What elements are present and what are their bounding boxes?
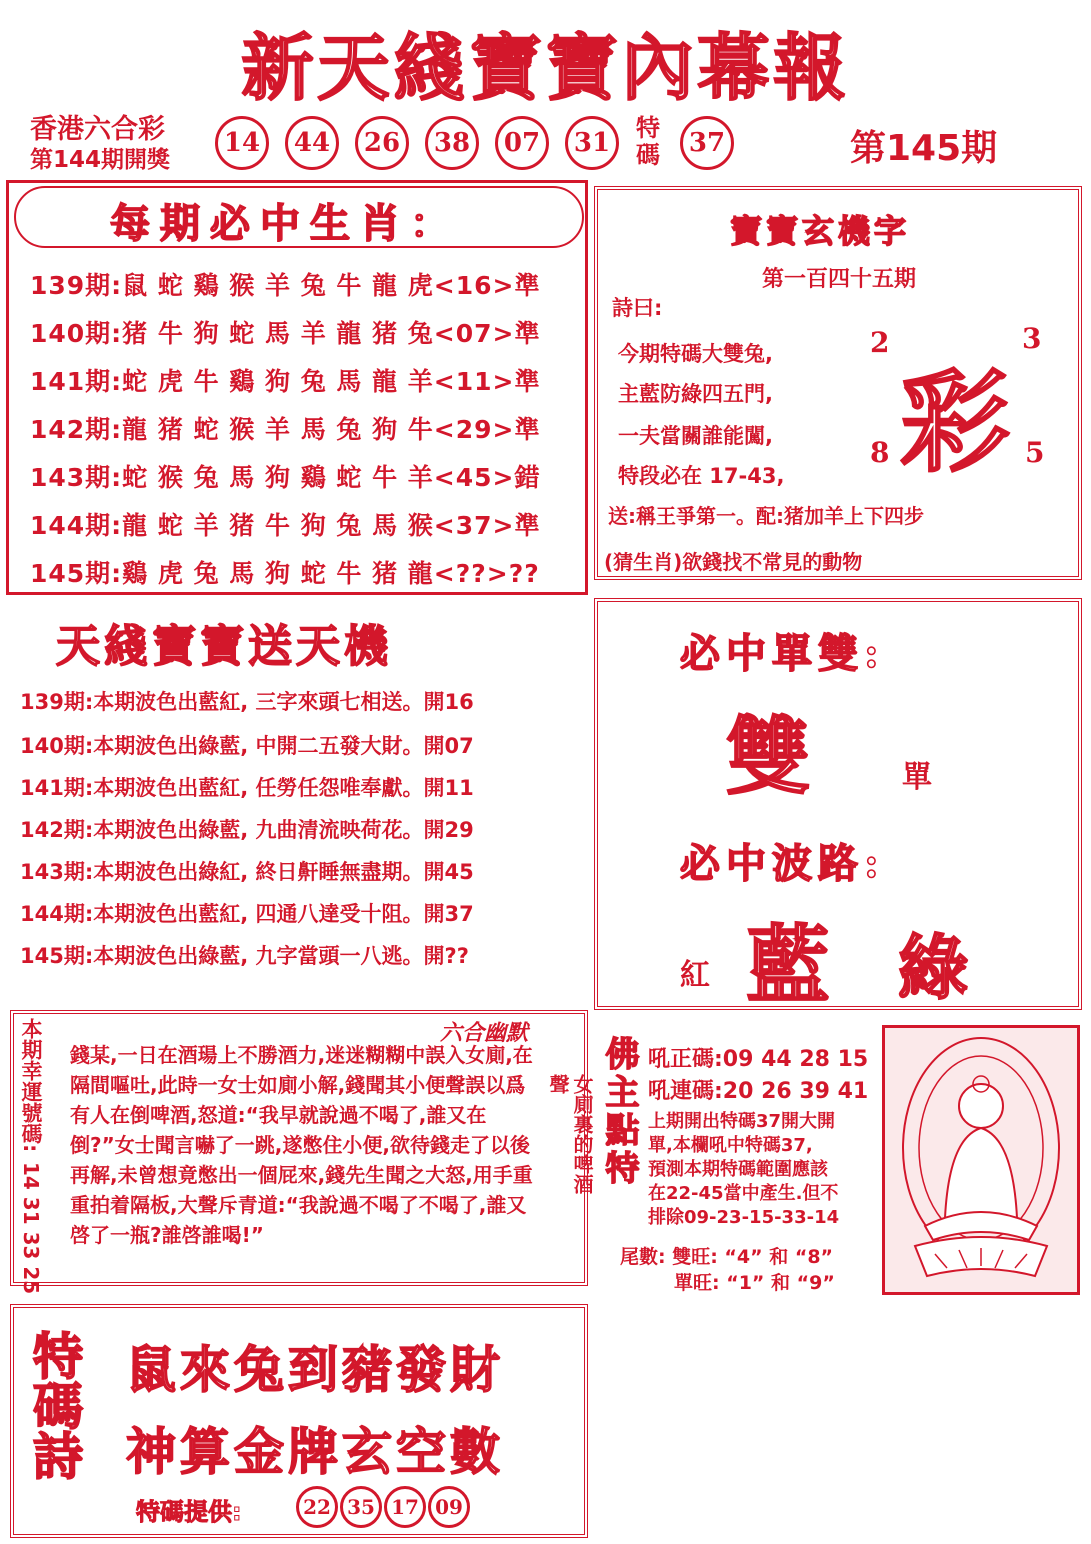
poem-line: 今期特碼大雙兔,: [618, 342, 773, 366]
special-line: 鼠來兔到豬發財: [126, 1340, 504, 1399]
combo-nums: 吼連碼:20 26 39 41: [648, 1079, 869, 1104]
poem-line: 主藍防綠四五門,: [618, 382, 773, 406]
riddle-num: 8: [870, 436, 890, 469]
result-ball: 14: [215, 116, 269, 170]
riddle-big-char: 彩: [900, 358, 1010, 487]
story-side-label: 女廁裏的啤酒聲: [546, 1074, 594, 1194]
tail-odd: 單旺: “1” 和 “9”: [674, 1272, 835, 1294]
result-ball: 44: [285, 116, 339, 170]
provide-label: 特碼提供:: [136, 1498, 242, 1526]
result-ball: 07: [495, 116, 549, 170]
oddeven-heading: 必中單雙:: [680, 630, 885, 677]
zodiac-row: 143期:蛇 猴 兔 馬 狗 鷄 蛇 牛 羊<45>錯: [30, 463, 541, 492]
tip-row: 139期:本期波色出藍紅, 三字來頭七相送。開16: [20, 690, 474, 714]
special-ball: 22: [296, 1486, 338, 1528]
zodiac-row: 144期:龍 蛇 羊 猪 牛 狗 兔 馬 猴<37>準: [30, 511, 541, 540]
buddha-para-line: 預測本期特碼範圍應該: [648, 1159, 828, 1180]
special-ball: 09: [428, 1486, 470, 1528]
draw-info: [30, 115, 170, 175]
buddha-icon: [885, 1028, 1077, 1292]
result-ball: 31: [565, 116, 619, 170]
special-ball: 17: [384, 1486, 426, 1528]
tip-row: 142期:本期波色出綠藍, 九曲清流映荷花。開29: [20, 818, 474, 842]
buddha-para-line: 上期開出特碼37開大開: [648, 1111, 836, 1132]
special-line: 神算金牌玄空數: [126, 1422, 504, 1481]
zodiac-row: 139期:鼠 蛇 鷄 猴 羊 兔 牛 龍 虎<16>準: [30, 271, 541, 300]
zodiac-row: 141期:蛇 虎 牛 鷄 狗 兔 馬 龍 羊<11>準: [30, 367, 541, 396]
special-label: 特碼: [636, 114, 660, 169]
tips-heading: 天綫寶寶送天機: [56, 621, 392, 672]
poem-line: 特段必在 17-43,: [618, 464, 785, 488]
wave-heading: 必中波路:: [680, 840, 885, 887]
special-ball: 37: [680, 116, 734, 170]
main-nums: 吼正碼:09 44 28 15: [648, 1047, 869, 1072]
wave-small: 紅: [680, 958, 710, 993]
zodiac-row: 145期:鷄 虎 兔 馬 狗 蛇 牛 猪 龍<??>??: [30, 559, 540, 588]
zodiac-row: 142期:龍 猪 蛇 猴 羊 馬 兔 狗 牛<29>準: [30, 415, 541, 444]
tip-row: 141期:本期波色出藍紅, 任勞任怨唯奉獻。開11: [20, 776, 474, 800]
tip-row: 143期:本期波色出綠紅, 終日鼾睡無盡期。開45: [20, 860, 474, 884]
riddle-num: 5: [1025, 436, 1045, 469]
riddle-heading: 寶寶玄機字: [730, 212, 911, 250]
special-label: 特碼詩: [25, 1330, 83, 1480]
wave-big: 藍: [746, 915, 831, 1014]
draw-label: 第144期開獎: [30, 147, 171, 173]
tip-row: 145期:本期波色出綠藍, 九字當頭一八逃。開??: [20, 944, 469, 968]
buddha-para-line: 單,本欄吼中特碼37,: [648, 1135, 813, 1156]
poem-label: 詩曰:: [612, 296, 663, 320]
page-title: 新天綫寶寶內幕報: [241, 25, 850, 110]
riddle-num: 2: [870, 326, 890, 359]
riddle-num: 3: [1022, 322, 1042, 355]
wave-big: 綠: [898, 926, 968, 1009]
zodiac-row: 140期:猪 牛 狗 蛇 馬 羊 龍 猪 兔<07>準: [30, 319, 541, 348]
story-text: 錢某,一日在酒瑒上不勝酒力,迷迷糊糊中誤入女廁,在隔間嘔吐,此時一女士如廁小解,錢聞其小便聲誤以爲有人在倒啤酒,怒道:“我早就說過不喝了,誰又在倒?”女士聞言嚇了一跳,遂憋住小便,欲待錢走了以後再解,未曾想竟憋出一個屁來,錢先生聞之大怒,用手重重拍着隔板,大聲斥青道:“我說過不喝了不喝了,誰又啓了一瓶?誰啓誰喝!”: [70, 1043, 533, 1247]
riddle-send: 送:稱王爭第一。配:猪加羊上下四步: [608, 504, 924, 528]
result-ball: 26: [355, 116, 409, 170]
lottery-name: 香港六合彩: [30, 114, 165, 145]
oddeven-big: 雙: [726, 707, 811, 806]
humor-corner: 六合幽默: [440, 1021, 529, 1046]
poem-line: 一夫當關誰能闖,: [618, 424, 773, 448]
buddha-para: [648, 1110, 839, 1230]
riddle-guess: (猜生肖)欲錢找不常見的動物: [604, 550, 863, 574]
riddle-issue: 第一百四十五期: [762, 267, 917, 292]
buddha-para-line: 排除09-23-15-33-14: [648, 1207, 840, 1228]
tip-row: 144期:本期波色出藍紅, 四通八達受十阻。開37: [20, 902, 474, 926]
tail-even: 尾數: 雙旺: “4” 和 “8”: [620, 1246, 834, 1268]
lucky-nums: 14 31 33 25: [19, 1162, 43, 1295]
oddeven-small: 單: [902, 760, 932, 795]
buddha-image: [882, 1025, 1080, 1295]
result-ball: 38: [425, 116, 479, 170]
lucky-label: 本期幸運號碼:: [19, 1018, 43, 1153]
buddha-para-line: 在22-45當中產生.但不: [648, 1183, 839, 1204]
zodiac-heading: 每期必中生肖：: [110, 200, 460, 247]
issue-number: 第145期: [850, 128, 998, 169]
buddha-label: 佛主點特: [599, 1036, 639, 1188]
special-ball: 35: [340, 1486, 382, 1528]
tip-row: 140期:本期波色出綠藍, 中開二五發大財。開07: [20, 734, 474, 758]
